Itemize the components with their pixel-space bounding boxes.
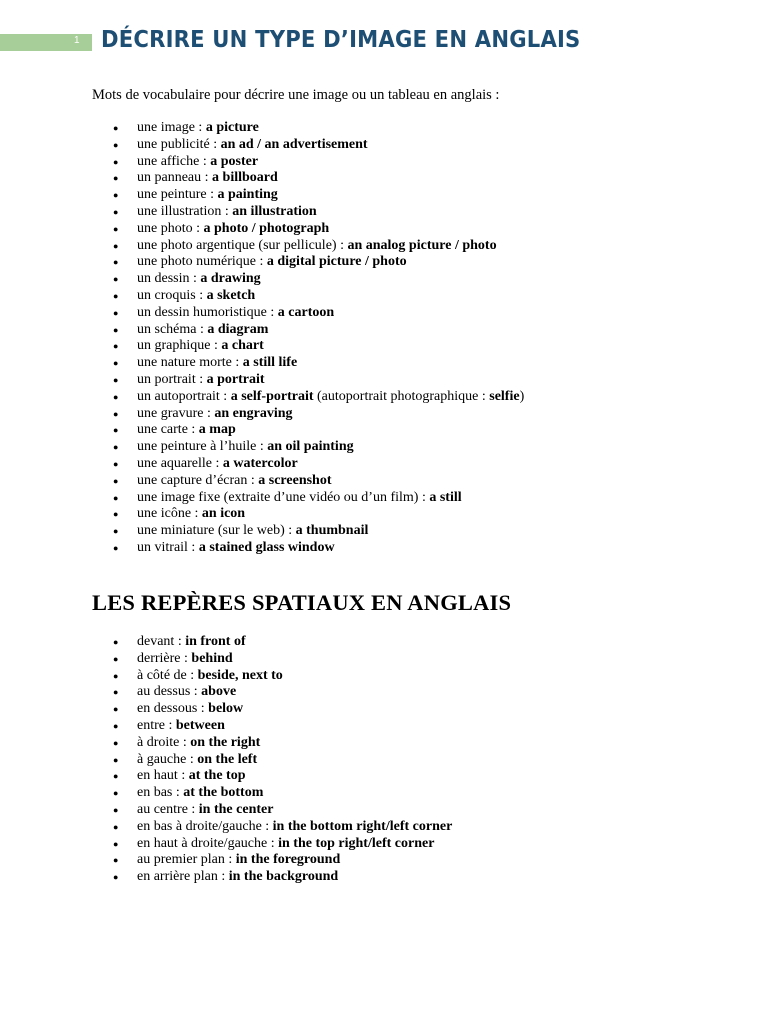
bullet-icon: ● xyxy=(113,425,119,436)
french-term: une publicité : xyxy=(137,136,221,152)
bullet-icon: ● xyxy=(113,190,119,201)
french-term: en haut : xyxy=(137,768,189,784)
english-term: a map xyxy=(198,422,236,438)
bullet-icon: ● xyxy=(113,855,119,866)
english-term: in the top right/left corner xyxy=(278,835,435,851)
list-item xyxy=(0,836,700,853)
english-term: an oil painting xyxy=(267,439,354,455)
list-item xyxy=(0,852,700,869)
english-term: a poster xyxy=(210,153,259,169)
bullet-icon: ● xyxy=(113,475,119,486)
bullet-icon: ● xyxy=(113,257,119,268)
list-item xyxy=(0,506,700,523)
bullet-icon: ● xyxy=(113,223,119,234)
english-term: in the foreground xyxy=(235,852,341,868)
bullet-icon: ● xyxy=(113,290,119,301)
english-term: a portrait xyxy=(206,371,265,387)
english-term: a diagram xyxy=(207,321,269,337)
list-item xyxy=(0,819,700,836)
english-term: behind xyxy=(191,650,233,666)
list-item xyxy=(0,120,700,137)
bullet-icon: ● xyxy=(113,687,119,698)
list-item xyxy=(0,439,700,456)
english-term: a sketch xyxy=(206,287,256,303)
french-term: une nature morte : xyxy=(137,355,243,371)
french-term: une capture d’écran : xyxy=(137,472,259,488)
bullet-icon: ● xyxy=(113,274,119,285)
french-term: une icône : xyxy=(137,506,202,522)
english-term: a still life xyxy=(242,355,298,371)
list-item xyxy=(0,288,700,305)
french-term: entre : xyxy=(137,717,176,733)
french-term: un vitrail : xyxy=(137,539,199,555)
bullet-icon: ● xyxy=(113,788,119,799)
list-item xyxy=(0,540,700,557)
vocabulary-list xyxy=(0,120,700,557)
list-item xyxy=(0,701,700,718)
bullet-icon: ● xyxy=(113,206,119,217)
french-term: un graphique : xyxy=(137,338,222,354)
list-item xyxy=(0,473,700,490)
list-item xyxy=(0,422,700,439)
bullet-icon: ● xyxy=(113,737,119,748)
french-term: en dessous : xyxy=(137,701,209,717)
note-text: ) xyxy=(519,388,525,404)
bullet-icon: ● xyxy=(113,720,119,731)
page-number: 1 xyxy=(74,35,80,46)
french-term: au centre : xyxy=(137,801,199,817)
english-term: a picture xyxy=(205,120,259,135)
bullet-icon: ● xyxy=(113,240,119,251)
english-term: a still xyxy=(429,489,462,505)
english-term: a screenshot xyxy=(258,472,332,488)
list-item xyxy=(0,406,700,423)
bullet-icon: ● xyxy=(113,509,119,520)
bullet-icon: ● xyxy=(113,123,119,133)
section-title: LES REPÈRES SPATIAUX EN ANGLAIS xyxy=(92,590,512,615)
bullet-icon: ● xyxy=(113,704,119,715)
document-title: DÉCRIRE UN TYPE D’IMAGE EN ANGLAIS xyxy=(101,27,581,53)
intro-text: Mots de vocabulaire pour décrire une image ou un tableau en anglais : xyxy=(92,87,500,103)
english-term: at the bottom xyxy=(183,785,264,801)
english-term: on the right xyxy=(190,734,261,750)
french-term: une carte : xyxy=(137,422,199,438)
french-term: un schéma : xyxy=(137,321,208,337)
bullet-icon: ● xyxy=(113,458,119,469)
english-term: an icon xyxy=(201,506,246,522)
french-term: une image : xyxy=(137,120,206,135)
french-term: un autoportrait : xyxy=(137,388,231,404)
english-term: in the center xyxy=(198,801,274,817)
french-term: une illustration : xyxy=(137,203,233,219)
list-item xyxy=(0,802,700,819)
note-text: (autoportrait photographique : xyxy=(313,388,490,404)
french-term: devant : xyxy=(137,634,186,649)
english-term: a watercolor xyxy=(222,455,298,471)
bullet-icon: ● xyxy=(113,307,119,318)
french-term: une photo : xyxy=(137,220,204,236)
english-term: a stained glass window xyxy=(198,539,335,555)
french-term: une affiche : xyxy=(137,153,211,169)
list-item xyxy=(0,389,700,406)
english-term: a cartoon xyxy=(277,304,335,320)
list-item xyxy=(0,238,700,255)
list-item xyxy=(0,718,700,735)
english-term: a digital picture / photo xyxy=(266,254,407,270)
list-item xyxy=(0,684,700,701)
list-item xyxy=(0,137,700,154)
english-term: below xyxy=(208,701,244,717)
list-item xyxy=(0,752,700,769)
bullet-icon: ● xyxy=(113,374,119,385)
list-item xyxy=(0,204,700,221)
bullet-icon: ● xyxy=(113,391,119,402)
english-term: an illustration xyxy=(232,203,317,219)
french-term: une peinture : xyxy=(137,187,218,203)
french-term: un dessin : xyxy=(137,271,201,287)
french-term: à droite : xyxy=(137,734,191,750)
french-term: un panneau : xyxy=(137,170,213,186)
french-term: un croquis : xyxy=(137,287,207,303)
french-term: à côté de : xyxy=(137,667,198,683)
bullet-icon: ● xyxy=(113,156,119,167)
french-term: une peinture à l’huile : xyxy=(137,439,268,455)
bullet-icon: ● xyxy=(113,324,119,335)
english-term: in front of xyxy=(185,634,246,649)
english-term: in the bottom right/left corner xyxy=(272,818,453,834)
bullet-icon: ● xyxy=(113,754,119,765)
bullet-icon: ● xyxy=(113,173,119,184)
bullet-icon: ● xyxy=(113,637,119,647)
french-term: un portrait : xyxy=(137,371,207,387)
list-item xyxy=(0,355,700,372)
list-item xyxy=(0,634,700,651)
english-term: an engraving xyxy=(214,405,293,421)
french-term: une miniature (sur le web) : xyxy=(137,523,296,539)
bullet-icon: ● xyxy=(113,526,119,537)
bullet-icon: ● xyxy=(113,341,119,352)
list-item xyxy=(0,254,700,271)
french-term: une gravure : xyxy=(137,405,215,421)
list-item xyxy=(0,668,700,685)
list-item xyxy=(0,271,700,288)
english-term: a photo / photograph xyxy=(203,220,330,236)
french-term: une image fixe (extraite d’une vidéo ou d’un film) : xyxy=(137,489,430,505)
spatial-list xyxy=(0,634,700,886)
french-term: au premier plan : xyxy=(137,852,236,868)
english-term: a painting xyxy=(217,187,278,203)
french-term: au dessus : xyxy=(137,684,202,700)
bullet-icon: ● xyxy=(113,872,119,883)
list-item xyxy=(0,735,700,752)
french-term: en bas : xyxy=(137,785,184,801)
list-item xyxy=(0,322,700,339)
french-term: un dessin humoristique : xyxy=(137,304,278,320)
english-term: a thumbnail xyxy=(295,523,369,539)
bullet-icon: ● xyxy=(113,492,119,503)
english-term: an analog picture / photo xyxy=(347,237,497,253)
list-item xyxy=(0,154,700,171)
bullet-icon: ● xyxy=(113,670,119,681)
bullet-icon: ● xyxy=(113,358,119,369)
english-term: a billboard xyxy=(212,170,278,186)
english-term: an ad / an advertisement xyxy=(220,136,368,152)
list-item xyxy=(0,372,700,389)
bullet-icon: ● xyxy=(113,653,119,664)
list-item xyxy=(0,869,700,886)
english-term: at the top xyxy=(188,768,246,784)
french-term: derrière : xyxy=(137,650,192,666)
list-item xyxy=(0,170,700,187)
list-item xyxy=(0,768,700,785)
list-item xyxy=(0,490,700,507)
bullet-icon: ● xyxy=(113,442,119,453)
list-item xyxy=(0,221,700,238)
list-item xyxy=(0,338,700,355)
english-term: selfie xyxy=(489,388,520,404)
french-term: une aquarelle : xyxy=(137,455,223,471)
french-term: une photo argentique (sur pellicule) : xyxy=(137,237,348,253)
list-item xyxy=(0,305,700,322)
bullet-icon: ● xyxy=(113,821,119,832)
list-item xyxy=(0,651,700,668)
bullet-icon: ● xyxy=(113,139,119,150)
english-term: above xyxy=(201,684,237,700)
bullet-icon: ● xyxy=(113,408,119,419)
french-term: en arrière plan : xyxy=(137,869,229,885)
list-item xyxy=(0,523,700,540)
french-term: en haut à droite/gauche : xyxy=(137,835,279,851)
bullet-icon: ● xyxy=(113,804,119,815)
list-item xyxy=(0,456,700,473)
bullet-icon: ● xyxy=(113,771,119,782)
english-term: in the background xyxy=(228,869,339,885)
english-term: a drawing xyxy=(200,271,261,287)
list-item xyxy=(0,187,700,204)
bullet-icon: ● xyxy=(113,542,119,553)
french-term: une photo numérique : xyxy=(137,254,267,270)
english-term: beside, next to xyxy=(197,667,283,683)
french-term: à gauche : xyxy=(137,751,198,767)
english-term: between xyxy=(175,717,225,733)
list-item xyxy=(0,785,700,802)
french-term: en bas à droite/gauche : xyxy=(137,818,273,834)
english-term: on the left xyxy=(197,751,258,767)
english-term: a self-portrait xyxy=(230,388,314,404)
bullet-icon: ● xyxy=(113,838,119,849)
english-term: a chart xyxy=(221,338,264,354)
